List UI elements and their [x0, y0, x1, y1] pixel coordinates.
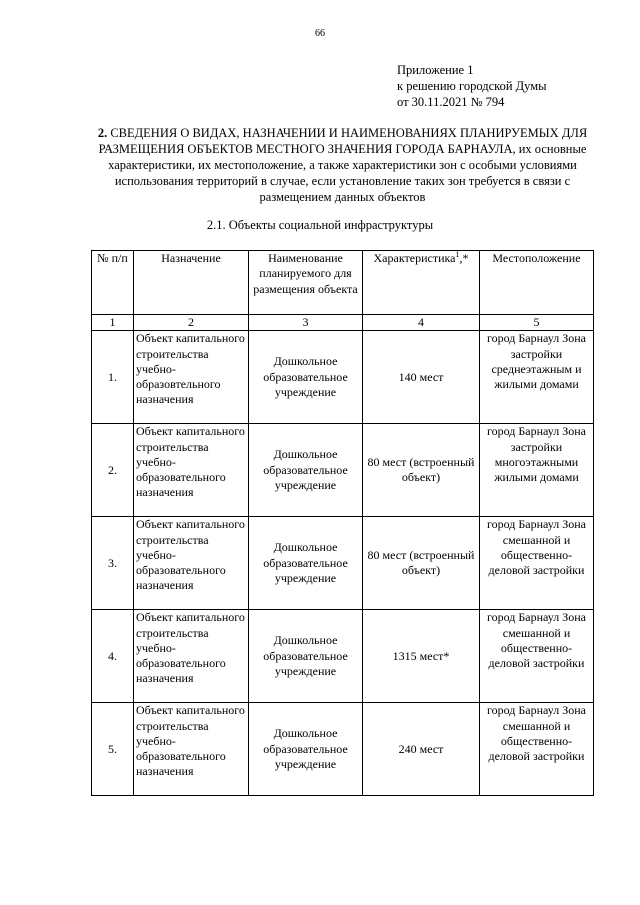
table-row: [92, 610, 594, 703]
row-number: 5.: [92, 703, 134, 796]
row-location: город Барнаул Зона смешанной и общественно-деловой застройки: [480, 610, 594, 703]
row-number: 4.: [92, 610, 134, 703]
header-characteristic-text: Характеристика: [373, 251, 456, 265]
row-number: 3.: [92, 517, 134, 610]
index-cell: 3: [249, 315, 363, 331]
appendix-line-2: к решению городской Думы: [397, 79, 547, 93]
table-row: [92, 703, 594, 796]
row-purpose: Объект капитального строительства учебно-образовательного назначения: [134, 610, 249, 703]
section-number: 2.: [97, 126, 108, 140]
row-characteristic: 1315 мест*: [363, 610, 480, 703]
row-location: город Барнаул Зона застройки многоэтажными жилыми домами: [480, 424, 594, 517]
row-purpose: Объект капитального строительства учебно-образовтельного назначения: [134, 331, 249, 424]
table-row: [92, 517, 594, 610]
row-location: город Барнаул Зона застройки среднеэтажным и жилыми домами: [480, 331, 594, 424]
row-purpose: Объект капитального строительства учебно-образовательного назначения: [134, 424, 249, 517]
row-number: 1.: [92, 331, 134, 424]
row-characteristic: 240 мест: [363, 703, 480, 796]
table-header-row: [92, 251, 594, 315]
row-characteristic: 80 мест (встроенный объект): [363, 424, 480, 517]
row-number: 2.: [92, 424, 134, 517]
page-number: 66: [315, 28, 325, 39]
index-cell: 5: [480, 315, 594, 331]
header-location: Местоположение: [480, 251, 594, 315]
row-purpose: Объект капитального строительства учебно-образовательного назначения: [134, 517, 249, 610]
header-purpose: Назначение: [134, 251, 249, 315]
appendix-block: [397, 62, 547, 110]
row-characteristic: 80 мест (встроенный объект): [363, 517, 480, 610]
row-object-name: Дошкольное образовательное учреждение: [249, 517, 363, 610]
header-characteristic: [363, 251, 480, 315]
section-title: СВЕДЕНИЯ О ВИДАХ, НАЗНАЧЕНИИ И НАИМЕНОВАНИЯХ ПЛАНИРУЕМЫХ ДЛЯ РАЗМЕЩЕНИЯ ОБЪЕКТОВ МЕСТНОГО ЗНАЧЕНИЯ ГОРОДА БАРНАУЛА, их основные характеристики, их местоположение, а также характеристики зон с особыми условиями использования территорий в случае, если установление таких зон требуется в связи с размещением данных объектов: [98, 126, 588, 204]
subsection-heading: 2.1. Объекты социальной инфраструктуры: [206, 218, 434, 232]
footnote-mark: 1: [455, 250, 460, 259]
row-purpose: Объект капитального строительства учебно-образовательного назначения: [134, 703, 249, 796]
objects-table: [91, 250, 594, 796]
row-characteristic: 140 мест: [363, 331, 480, 424]
row-location: город Барнаул Зона смешанной и общественно-деловой застройки: [480, 517, 594, 610]
table-row: [92, 331, 594, 424]
appendix-line-3: от 30.11.2021 № 794: [397, 95, 505, 109]
index-cell: 1: [92, 315, 134, 331]
row-object-name: Дошкольное образовательное учреждение: [249, 703, 363, 796]
row-object-name: Дошкольное образовательное учреждение: [249, 331, 363, 424]
header-characteristic-suffix: ,*: [459, 251, 469, 265]
section-heading: [80, 125, 605, 205]
row-location: город Барнаул Зона смешанной и общественно-деловой застройки: [480, 703, 594, 796]
column-index-row: [92, 315, 594, 331]
row-object-name: Дошкольное образовательное учреждение: [249, 610, 363, 703]
header-name: Наименование планируемого для размещения объекта: [249, 251, 363, 315]
row-object-name: Дошкольное образовательное учреждение: [249, 424, 363, 517]
header-num: № п/п: [92, 251, 134, 315]
index-cell: 2: [134, 315, 249, 331]
table-row: [92, 424, 594, 517]
appendix-line-1: Приложение 1: [397, 63, 474, 77]
index-cell: 4: [363, 315, 480, 331]
